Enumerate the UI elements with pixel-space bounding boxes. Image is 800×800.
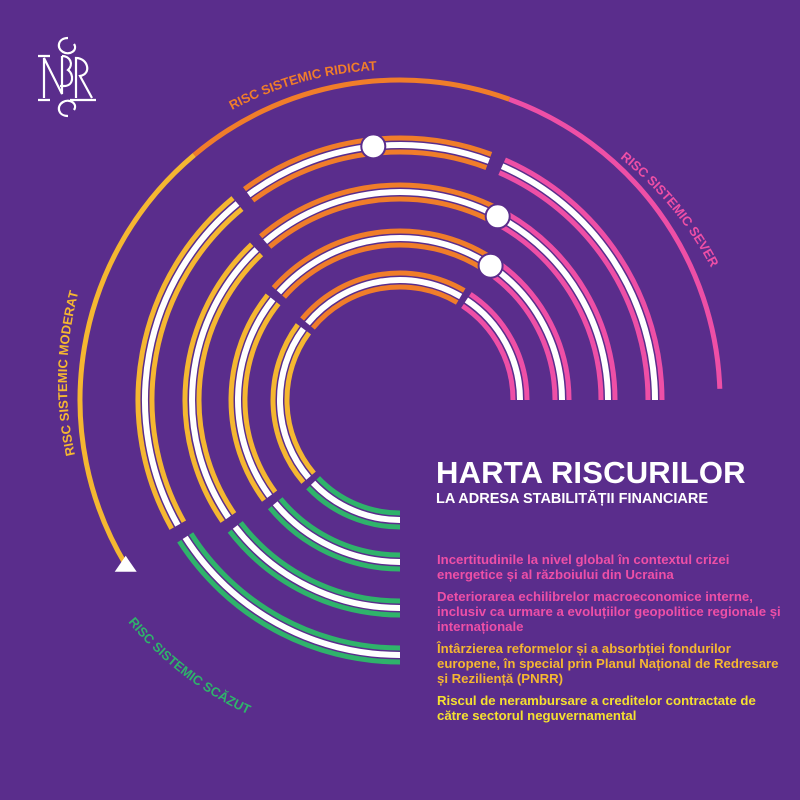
title-block <box>436 456 786 508</box>
risk-list <box>437 552 782 730</box>
bnr-logo <box>30 34 106 120</box>
risk-item-4: Riscul de nerambursare a creditelor contractate de către sectorul neguvernamental <box>437 693 756 723</box>
risk-position-marker-2 <box>486 204 510 228</box>
ring-1-segment-high <box>380 138 491 168</box>
zone-label-high: RISC SISTEMIC RIDICAT <box>226 58 378 113</box>
risk-item-2: Deteriorarea echilibrelor macroeconomice interne, inclusiv ca urmare a evoluțiilor geopolitice regionale și internaționale <box>437 589 781 634</box>
risk-item-1: Incertitudinile la nivel global în contextul crizei energetice și al războiului din Ucraina <box>437 552 730 582</box>
ring-4-segment-severe <box>463 294 528 400</box>
subtitle: LA ADRESA STABILITĂȚII FINANCIARE <box>436 491 708 507</box>
title: HARTA RISCURILOR <box>436 455 746 490</box>
ring-4-segment-high <box>302 273 464 328</box>
risk-position-marker-3 <box>479 254 503 278</box>
zone-label-low: RISC SISTEMIC SCĂZUT <box>125 614 254 718</box>
zone-label-severe: RISC SISTEMIC SEVER <box>618 148 722 270</box>
outer-scale-arrow-icon <box>115 556 137 572</box>
ring-4-segment-moderate <box>273 325 314 483</box>
zone-label-moderate: RISC SISTEMIC MODERAT <box>54 288 82 458</box>
ring-4-segment-low <box>308 478 400 527</box>
risk-item-3: Întârzierea reformelor și a absorbției fondurilor europene, în special prin Planul Național de Redresare și Reziliență (PNRR) <box>437 641 779 686</box>
risk-position-marker-1 <box>361 134 385 158</box>
